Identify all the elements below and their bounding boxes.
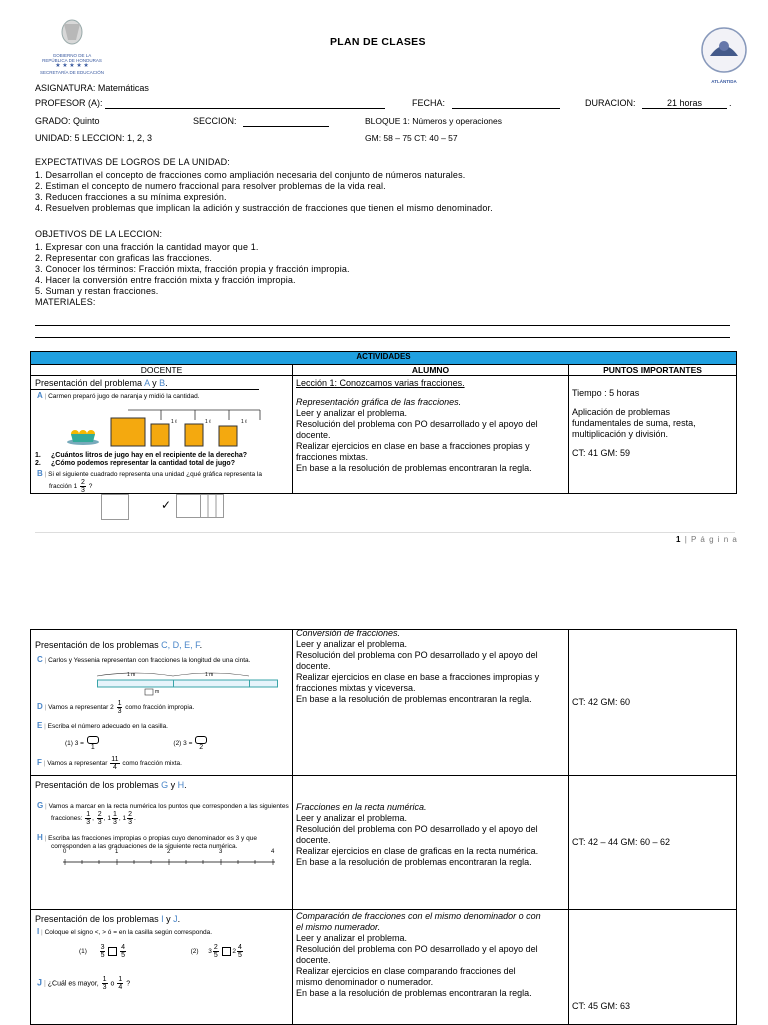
puntos-cell bbox=[569, 376, 737, 494]
alumno-cell bbox=[293, 776, 569, 910]
docente-title: Presentación de los problemas C, D, E, F. bbox=[35, 640, 203, 650]
list-item: 2. Representar con graficas las fracciones. bbox=[35, 253, 213, 263]
docente-title: Presentación de los problemas G y H. bbox=[35, 780, 187, 790]
grado: GRADO: Quinto bbox=[35, 116, 100, 126]
seccion-field[interactable] bbox=[243, 116, 329, 127]
honduras-coat-of-arms-icon bbox=[40, 18, 104, 48]
tick-label: 3 bbox=[219, 849, 223, 855]
tick-label: 1 bbox=[115, 849, 119, 855]
alumno-line: fracciones mixtas y viceversa. bbox=[296, 683, 416, 693]
problem-i: I | Coloque el signo <, > ó = en la casilla según corresponda. bbox=[37, 927, 213, 936]
list-item: 5. Suman y restan fracciones. bbox=[35, 286, 159, 296]
tick-label: 2 bbox=[167, 849, 171, 855]
list-item: 2. Estiman el concepto de numero fraccional para resolver problemas de la vida real. bbox=[35, 181, 386, 191]
page-title: PLAN DE CLASES bbox=[330, 36, 426, 48]
profesor-row: PROFESOR (A): FECHA: DURACION: 21 horas . bbox=[35, 98, 732, 108]
page-footer bbox=[676, 535, 738, 544]
alumno-line: Lección 1: Conozcamos varias fracciones. bbox=[296, 378, 465, 388]
expectativas-section bbox=[35, 157, 745, 214]
problem-g: G | Vamos a marcar en la recta numérica los puntos que corresponden a las siguientes fracciones: $\frac{1}{3}$ , $\frac{2}{3}$ , 1 $\frac{1}{3}$ , 1 $\frac{2}{3}$ . bbox=[37, 801, 289, 826]
alumno-line: Resolución del problema con PO desarrollado y el apoyo del bbox=[296, 650, 538, 660]
right-logo bbox=[696, 26, 752, 82]
alumno-line: Realizar ejercicios en clase en base a fracciones impropias y bbox=[296, 672, 540, 682]
tape-label-short: m bbox=[155, 689, 160, 695]
tick-label: 4 bbox=[271, 849, 275, 855]
puntos-header: PUNTOS IMPORTANTES bbox=[569, 365, 737, 376]
docente-header: DOCENTE bbox=[31, 365, 293, 376]
fecha-label: FECHA: bbox=[412, 98, 446, 108]
materiales-label: MATERIALES: bbox=[35, 297, 96, 307]
problem-d: D | Vamos a representar 2 $\frac{1}{3}$ como fracción impropia. bbox=[37, 700, 195, 715]
puntos-line: multiplicación y división. bbox=[572, 429, 669, 439]
alumno-line: fracciones mixtas. bbox=[296, 452, 369, 462]
actividades-header: ACTIVIDADES bbox=[31, 352, 737, 365]
page-number: 1 bbox=[676, 535, 682, 544]
alumno-line: En base a la resolución de problemas encontraran la regla. bbox=[296, 857, 532, 867]
alumno-line: Resolución del problema con PO desarrollado y el apoyo del bbox=[296, 944, 538, 954]
docente-cell bbox=[31, 630, 293, 776]
materiales-line-2 bbox=[35, 337, 730, 338]
alumno-line: mismo denominador o numerador. bbox=[296, 977, 434, 987]
jug-label: 1 ℓ bbox=[241, 419, 247, 425]
unidad-row bbox=[35, 133, 740, 145]
puntos-line: CT: 42 GM: 60 bbox=[572, 697, 631, 707]
alumno-line: Fracciones en la recta numérica. bbox=[296, 802, 427, 812]
puntos-cell bbox=[569, 776, 737, 910]
jug-label: 1 ℓ bbox=[205, 419, 211, 425]
problem-e-items: (1) 3 = 1 (2) 3 = 2 bbox=[65, 736, 285, 751]
duracion-value: 21 horas bbox=[666, 98, 703, 108]
puntos-line: fundamentales de suma, resta, bbox=[572, 418, 696, 428]
bloque: BLOQUE 1: Números y operaciones bbox=[365, 116, 503, 126]
asignatura: ASIGNATURA: Matemáticas bbox=[35, 83, 149, 93]
profesor-field[interactable] bbox=[105, 99, 385, 109]
problem-c: C | Carlos y Yessenia representan con fracciones la longitud de una cinta. bbox=[37, 655, 251, 664]
tape-label: 1 m bbox=[127, 672, 136, 678]
jug-label: 1 ℓ bbox=[171, 419, 177, 425]
docente-cell bbox=[31, 910, 293, 1025]
alumno-line: Realizar ejercicios en clase en base a fracciones propias y bbox=[296, 441, 530, 451]
left-logo bbox=[40, 18, 104, 75]
puntos-cell bbox=[569, 630, 737, 776]
alumno-line: Resolución del problema con PO desarrollado y el apoyo del bbox=[296, 419, 538, 429]
materiales-line-1 bbox=[35, 325, 730, 326]
alumno-header: ALUMNO bbox=[293, 365, 569, 376]
duracion-label: DURACION: bbox=[585, 98, 636, 108]
problem-e: E | Escriba el número adecuado en la casilla. bbox=[37, 721, 168, 730]
alumno-line: En base a la resolución de problemas encontraran la regla. bbox=[296, 988, 532, 998]
list-item: 4. Resuelven problemas que implican la adición y sustracción de fracciones que tienen el mismo denominador. bbox=[35, 203, 493, 213]
right-logo-label: ATLÁNTIDA bbox=[711, 79, 737, 84]
duracion-field[interactable] bbox=[642, 98, 727, 109]
alumno-line: docente. bbox=[296, 430, 331, 440]
puntos-line: Aplicación de problemas bbox=[572, 407, 671, 417]
list-item: 1. Desarrollan el concepto de fracciones como ampliación necesaria del conjunto de números naturales. bbox=[35, 170, 466, 180]
questions: 1. ¿Cuántos litros de jugo hay en el recipiente de la derecha? 2. ¿Cómo podemos representar la cantidad total de jugo? bbox=[35, 452, 248, 467]
alumno-line: Realizar ejercicios en clase comparando fracciones del bbox=[296, 966, 516, 976]
page-word: | P á g i n a bbox=[684, 535, 738, 544]
list-item: 1. Expresar con una fracción la cantidad mayor que 1. bbox=[35, 242, 259, 252]
alumno-line: Leer y analizar el problema. bbox=[296, 813, 408, 823]
unidad: UNIDAD: 5 LECCION: 1, 2, 3 bbox=[35, 133, 153, 143]
profesor-label: PROFESOR (A): bbox=[35, 98, 103, 108]
docente-cell bbox=[31, 376, 293, 512]
logo-caption: GOBIERNO DE LA REPÚBLICA DE HONDURAS ★ ★ ★ ★ ★ SECRETARÍA DE EDUCACIÓN bbox=[40, 53, 104, 75]
docente-title: Presentación del problema A y B. bbox=[31, 376, 259, 390]
seccion-label: SECCION: bbox=[193, 116, 237, 126]
puntos-line: CT: 41 GM: 59 bbox=[572, 448, 631, 458]
fraction-graphic bbox=[176, 494, 224, 518]
problem-i-items: (1) $\frac{3}{5}$ $\frac{4}{5}$ (2) 3 $\frac{2}{5}$ 2 $\frac{4}{5}$ bbox=[79, 944, 242, 959]
list-item: 3. Reducen fracciones a su mínima expresión. bbox=[35, 192, 227, 202]
grado-row bbox=[35, 116, 740, 128]
list-item: 4. Hacer la conversión entre fracción mixta y fracción impropia. bbox=[35, 275, 296, 285]
docente-cell bbox=[31, 776, 293, 910]
alumno-line: Resolución del problema con PO desarrollado y el apoyo del bbox=[296, 824, 538, 834]
objetivos-section bbox=[35, 229, 745, 308]
tape-label: 1 m bbox=[205, 672, 214, 678]
puntos-line: CT: 42 – 44 GM: 60 – 62 bbox=[572, 837, 671, 847]
alumno-line: docente. bbox=[296, 835, 331, 845]
activities-table-page1 bbox=[30, 351, 737, 512]
tick-label: 0 bbox=[63, 849, 67, 855]
alumno-line: docente. bbox=[296, 661, 331, 671]
alumno-line: Leer y analizar el problema. bbox=[296, 408, 408, 418]
juice-jugs-icon bbox=[65, 404, 275, 450]
alumno-line: Representación gráfica de las fracciones. bbox=[296, 397, 462, 407]
activities-table-page2 bbox=[30, 629, 737, 1025]
check-icon: ✓ bbox=[161, 498, 172, 512]
expectativas-heading: EXPECTATIVAS DE LOGROS DE LA UNIDAD: bbox=[35, 157, 230, 167]
problem-b: B | Si el siguiente cuadrado representa una unidad ¿qué gráfica representa la fracción 1 $\frac{2}{3}$ ? bbox=[37, 469, 263, 494]
gm-ct: GM: 58 – 75 CT: 40 – 57 bbox=[365, 133, 458, 143]
docente-title: Presentación de los problemas I y J. bbox=[35, 914, 181, 924]
tape-icon bbox=[97, 672, 287, 696]
puntos-line: Tiempo : 5 horas bbox=[572, 388, 640, 398]
alumno-line: Comparación de fracciones con el mismo denominador o con bbox=[296, 911, 541, 921]
number-line bbox=[59, 849, 279, 868]
problem-f: F | Vamos a representar $\frac{11}{4}$ como fracción mixta. bbox=[37, 756, 182, 771]
alumno-line: Leer y analizar el problema. bbox=[296, 639, 408, 649]
list-item: 3. Conocer los términos: Fracción mixta, fracción propia y fracción impropia. bbox=[35, 264, 350, 274]
footer-rule bbox=[35, 532, 735, 533]
alumno-line: Realizar ejercicios en clase de graficas en la recta numérica. bbox=[296, 846, 539, 856]
puntos-line: CT: 45 GM: 63 bbox=[572, 1001, 631, 1011]
alumno-line: docente. bbox=[296, 955, 331, 965]
objetivos-heading: OBJETIVOS DE LA LECCION: bbox=[35, 229, 163, 239]
alumno-line: En base a la resolución de problemas encontraran la regla. bbox=[296, 463, 532, 473]
alumno-cell bbox=[293, 630, 569, 776]
unit-square bbox=[101, 494, 129, 520]
fecha-field[interactable] bbox=[452, 98, 560, 109]
alumno-line: Leer y analizar el problema. bbox=[296, 933, 408, 943]
juice-illustration bbox=[65, 404, 275, 450]
problem-a: A | Carmen preparó jugo de naranja y midió la cantidad. bbox=[37, 391, 200, 400]
alumno-line: el mismo numerador. bbox=[296, 922, 381, 932]
problem-j: J | ¿Cuál es mayor, $\frac{1}{3}$ o $\frac{1}{4}$ ? bbox=[37, 976, 131, 991]
puntos-cell bbox=[569, 910, 737, 1025]
alumno-line: En base a la resolución de problemas encontraran la regla. bbox=[296, 694, 532, 704]
problem-h: H | Escriba las fracciones impropias o propias cuyo denominador es 3 y que corresponden a las graduaciones de la siguiente recta numérica. bbox=[37, 833, 257, 850]
alumno-cell bbox=[293, 910, 569, 1025]
alumno-line: Conversión de fracciones. bbox=[296, 628, 401, 638]
district-seal-icon bbox=[696, 26, 752, 74]
alumno-cell bbox=[293, 376, 569, 494]
tape-diagram bbox=[97, 672, 287, 696]
